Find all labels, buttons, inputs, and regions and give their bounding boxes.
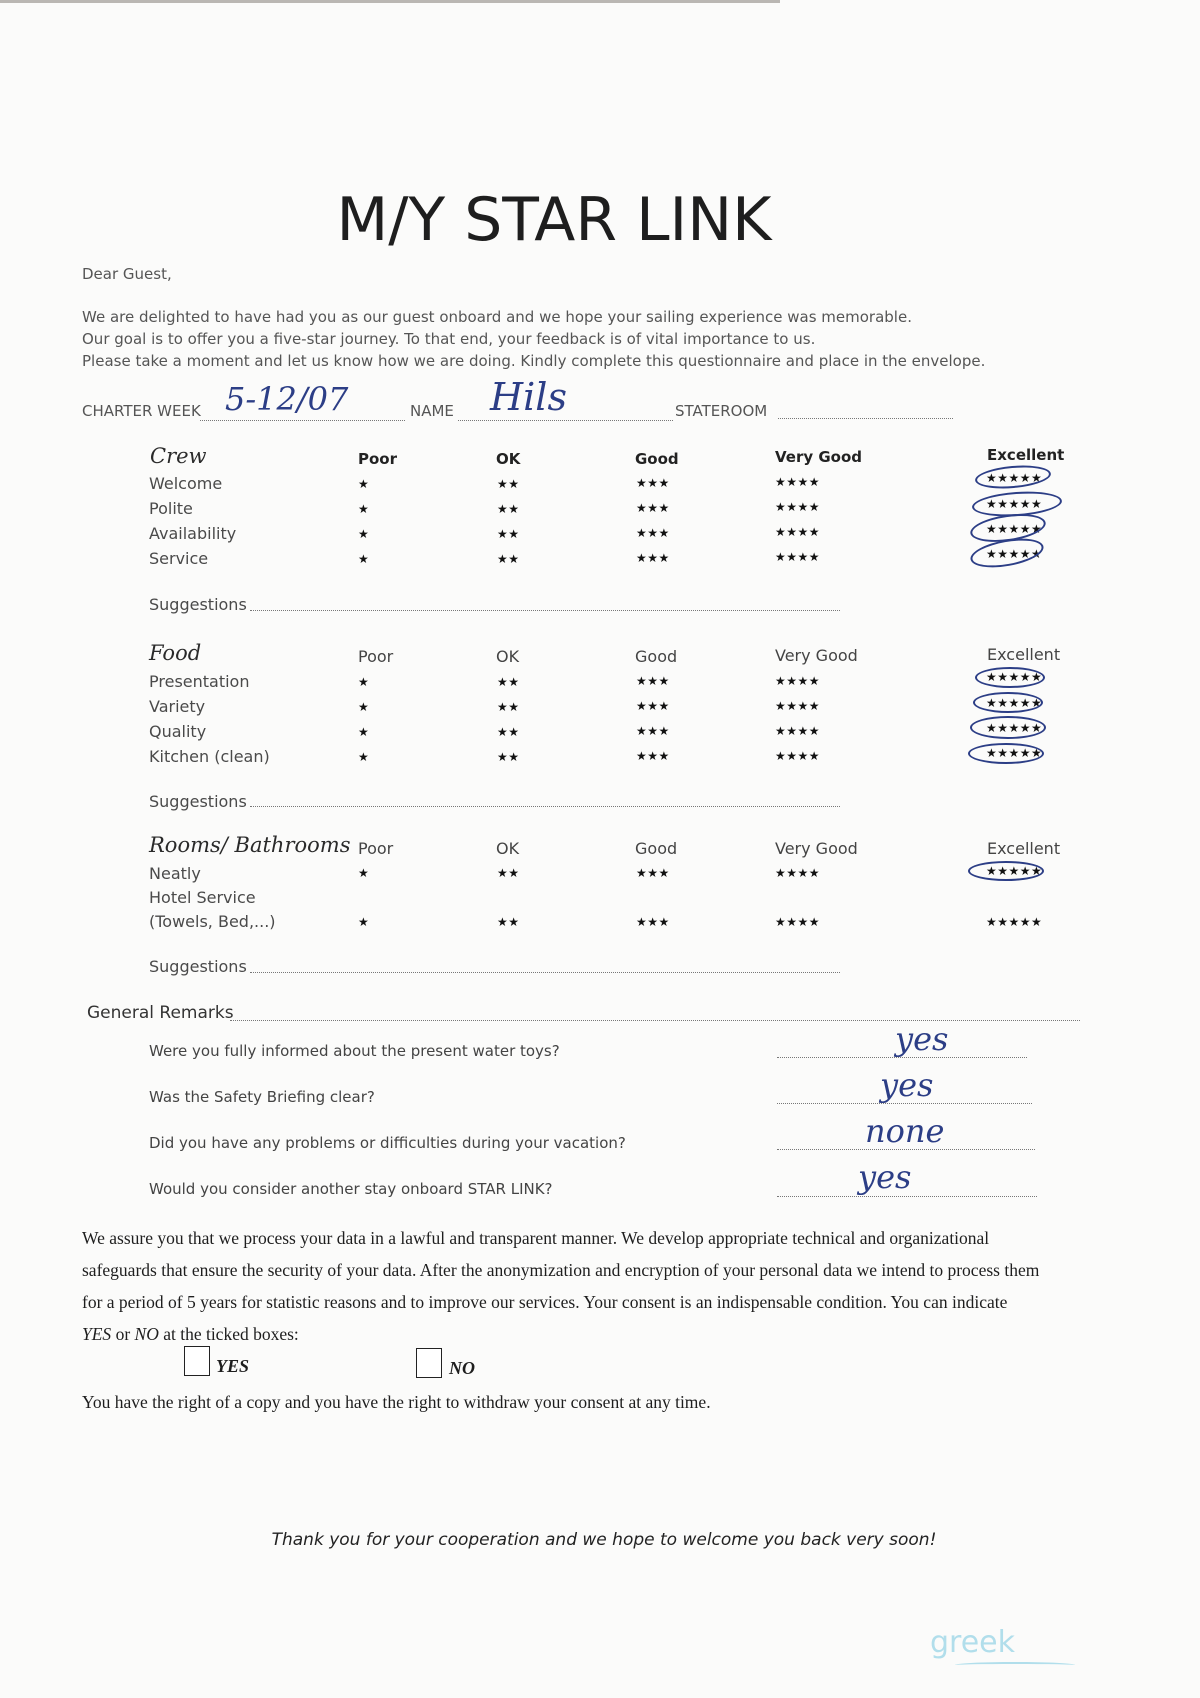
page-title: M/Y STAR LINK xyxy=(336,185,772,255)
star-option-ok[interactable]: ★★ xyxy=(497,552,520,566)
star-option-very-good[interactable]: ★★★★ xyxy=(775,674,821,688)
circled-selection-mark xyxy=(974,463,1052,492)
crew-section-title: Crew xyxy=(150,444,207,468)
star-option-poor[interactable]: ★ xyxy=(358,866,370,880)
col-excellent: Excellent xyxy=(987,645,1061,664)
star-option-ok[interactable]: ★★ xyxy=(497,750,520,764)
col-excellent: Excellent xyxy=(987,446,1065,464)
star-option-poor[interactable]: ★ xyxy=(358,502,370,516)
col-ok: OK xyxy=(496,647,520,666)
star-option-excellent[interactable]: ★★★★★ xyxy=(986,497,1043,511)
star-option-ok[interactable]: ★★ xyxy=(497,675,520,689)
star-option-ok[interactable]: ★★ xyxy=(497,527,520,541)
privacy-line-last xyxy=(82,1318,1132,1350)
circled-selection-mark xyxy=(970,716,1046,739)
star-option-excellent[interactable]: ★★★★★ xyxy=(986,471,1043,485)
food-suggestions-label: Suggestions xyxy=(149,792,247,811)
privacy-paragraph xyxy=(82,1222,1132,1350)
star-option-excellent[interactable]: ★★★★★ xyxy=(986,864,1043,878)
star-option-ok[interactable]: ★★ xyxy=(497,725,520,739)
scan-edge-line xyxy=(0,0,780,3)
star-option-good[interactable]: ★★★ xyxy=(636,749,670,763)
star-option-ok[interactable]: ★★ xyxy=(497,502,520,516)
star-option-good[interactable]: ★★★ xyxy=(636,526,670,540)
star-option-good[interactable]: ★★★ xyxy=(636,915,670,929)
star-option-ok[interactable]: ★★ xyxy=(497,477,520,491)
col-poor: Poor xyxy=(358,450,398,468)
star-option-ok[interactable]: ★★ xyxy=(497,915,520,929)
row-label-availability: Availability xyxy=(149,524,237,543)
crew-suggestions-field[interactable] xyxy=(250,610,840,611)
question-water-toys: Were you fully informed about the present water toys? xyxy=(149,1042,560,1060)
answer-water-toys[interactable]: yes xyxy=(895,1020,949,1058)
answer-problems[interactable]: none xyxy=(865,1112,945,1150)
star-option-excellent[interactable]: ★★★★★ xyxy=(986,915,1043,929)
star-option-excellent[interactable]: ★★★★★ xyxy=(986,670,1043,684)
circled-selection-mark xyxy=(975,667,1045,688)
row-label-variety: Variety xyxy=(149,697,206,716)
circled-selection-mark xyxy=(968,861,1044,881)
col-good: Good xyxy=(635,647,678,666)
consent-yes-label: YES xyxy=(216,1356,250,1376)
food-section-title: Food xyxy=(149,641,202,665)
consent-no-label: NO xyxy=(449,1358,475,1378)
star-option-poor[interactable]: ★ xyxy=(358,675,370,689)
col-good: Good xyxy=(635,450,679,468)
star-option-good[interactable]: ★★★ xyxy=(636,674,670,688)
star-option-very-good[interactable]: ★★★★ xyxy=(775,866,821,880)
instruction-tail: at the ticked boxes: xyxy=(158,1324,299,1344)
star-option-excellent[interactable]: ★★★★★ xyxy=(986,522,1043,536)
question-problems: Did you have any problems or difficulties during your vacation? xyxy=(149,1134,626,1152)
stateroom-line[interactable] xyxy=(778,418,953,419)
star-option-good[interactable]: ★★★ xyxy=(636,699,670,713)
row-label-towels-bed: (Towels, Bed,...) xyxy=(149,912,276,931)
row-label-service: Service xyxy=(149,549,209,568)
star-option-poor[interactable]: ★ xyxy=(358,700,370,714)
star-option-poor[interactable]: ★ xyxy=(358,527,370,541)
row-label-welcome: Welcome xyxy=(149,474,223,493)
circled-selection-mark xyxy=(968,743,1044,764)
col-very-good: Very Good xyxy=(775,448,863,466)
star-option-ok[interactable]: ★★ xyxy=(497,866,520,880)
star-option-very-good[interactable]: ★★★★ xyxy=(775,699,821,713)
col-ok: OK xyxy=(496,839,520,858)
rooms-suggestions-label: Suggestions xyxy=(149,957,247,976)
row-label-neatly: Neatly xyxy=(149,864,201,883)
star-option-poor[interactable]: ★ xyxy=(358,750,370,764)
star-option-poor[interactable]: ★ xyxy=(358,552,370,566)
name-field[interactable]: Hils xyxy=(490,375,567,419)
col-very-good: Very Good xyxy=(775,646,858,665)
star-option-good[interactable]: ★★★ xyxy=(636,551,670,565)
star-option-poor[interactable]: ★ xyxy=(358,915,370,929)
intro-line: Please take a moment and let us know how we are doing. Kindly complete this questionnaire and place in the envelope. xyxy=(82,352,986,370)
or-word: or xyxy=(111,1324,135,1344)
question-safety-briefing: Was the Safety Briefing clear? xyxy=(149,1088,375,1106)
star-option-excellent[interactable]: ★★★★★ xyxy=(986,721,1043,735)
charter-week-line xyxy=(200,420,405,421)
rights-statement: You have the right of a copy and you have the right to withdraw your consent at any time. xyxy=(82,1392,711,1412)
question-another-stay: Would you consider another stay onboard STAR LINK? xyxy=(149,1180,553,1198)
rooms-suggestions-field[interactable] xyxy=(250,972,840,973)
row-label-quality: Quality xyxy=(149,722,207,741)
col-poor: Poor xyxy=(358,647,394,666)
charter-week-label: CHARTER WEEK xyxy=(82,402,201,420)
row-label-polite: Polite xyxy=(149,499,193,518)
star-option-very-good[interactable]: ★★★★ xyxy=(775,724,821,738)
col-good: Good xyxy=(635,839,678,858)
star-option-very-good[interactable]: ★★★★ xyxy=(775,500,821,514)
row-label-kitchen: Kitchen (clean) xyxy=(149,747,270,766)
star-option-poor[interactable]: ★ xyxy=(358,477,370,491)
general-remarks-field[interactable] xyxy=(230,1020,1080,1021)
star-option-very-good[interactable]: ★★★★ xyxy=(775,525,821,539)
privacy-line: safeguards that ensure the security of your data. After the anonymization and encryption of your personal data we intend to process them xyxy=(82,1260,1040,1280)
star-option-good[interactable]: ★★★ xyxy=(636,866,670,880)
star-option-very-good[interactable]: ★★★★ xyxy=(775,550,821,564)
charter-week-field[interactable]: 5-12/07 xyxy=(225,380,349,418)
star-option-excellent[interactable]: ★★★★★ xyxy=(986,696,1043,710)
name-line xyxy=(458,420,673,421)
no-word: NO xyxy=(134,1324,159,1344)
consent-no-checkbox[interactable] xyxy=(416,1348,442,1378)
watermark-wave xyxy=(955,1662,1075,1668)
name-label: NAME xyxy=(410,402,454,420)
food-suggestions-field[interactable] xyxy=(250,806,840,807)
intro-line: Our goal is to offer you a five-star journey. To that end, your feedback is of vital importance to us. xyxy=(82,330,816,348)
intro-text xyxy=(82,306,985,372)
watermark-logo: greek xyxy=(930,1625,1016,1660)
col-poor: Poor xyxy=(358,839,394,858)
star-option-excellent[interactable]: ★★★★★ xyxy=(986,746,1043,760)
star-option-very-good[interactable]: ★★★★ xyxy=(775,915,821,929)
col-ok: OK xyxy=(496,450,521,468)
star-option-very-good[interactable]: ★★★★ xyxy=(775,475,821,489)
star-option-good[interactable]: ★★★ xyxy=(636,501,670,515)
greeting: Dear Guest, xyxy=(82,265,172,283)
answer-safety-briefing[interactable]: yes xyxy=(880,1066,934,1104)
circled-selection-mark xyxy=(973,692,1043,713)
star-option-poor[interactable]: ★ xyxy=(358,725,370,739)
star-option-ok[interactable]: ★★ xyxy=(497,700,520,714)
stateroom-label: STATEROOM xyxy=(675,402,768,420)
general-remarks-label: General Remarks xyxy=(87,1003,234,1023)
row-label-presentation: Presentation xyxy=(149,672,250,691)
intro-line: We are delighted to have had you as our guest onboard and we hope your sailing experience was memorable. xyxy=(82,308,912,326)
row-label-hotel-service: Hotel Service xyxy=(149,888,256,907)
answer-line xyxy=(777,1196,1037,1197)
col-very-good: Very Good xyxy=(775,839,858,858)
yes-word: YES xyxy=(82,1324,112,1344)
thank-you-note: Thank you for your cooperation and we hope to welcome you back very soon! xyxy=(271,1530,937,1550)
star-option-very-good[interactable]: ★★★★ xyxy=(775,749,821,763)
privacy-line: for a period of 5 years for statistic reasons and to improve our services. Your consent is an indispensable condition. You can indicate xyxy=(82,1292,1008,1312)
crew-suggestions-label: Suggestions xyxy=(149,595,247,614)
col-excellent: Excellent xyxy=(987,839,1061,858)
consent-yes-checkbox[interactable] xyxy=(184,1346,210,1376)
answer-another-stay[interactable]: yes xyxy=(858,1158,912,1196)
star-option-excellent[interactable]: ★★★★★ xyxy=(986,547,1043,561)
star-option-good[interactable]: ★★★ xyxy=(636,476,670,490)
privacy-line: We assure you that we process your data in a lawful and transparent manner. We develop appropriate technical and organizational xyxy=(82,1228,990,1248)
star-option-good[interactable]: ★★★ xyxy=(636,724,670,738)
rooms-section-title: Rooms/ Bathrooms xyxy=(149,833,351,857)
